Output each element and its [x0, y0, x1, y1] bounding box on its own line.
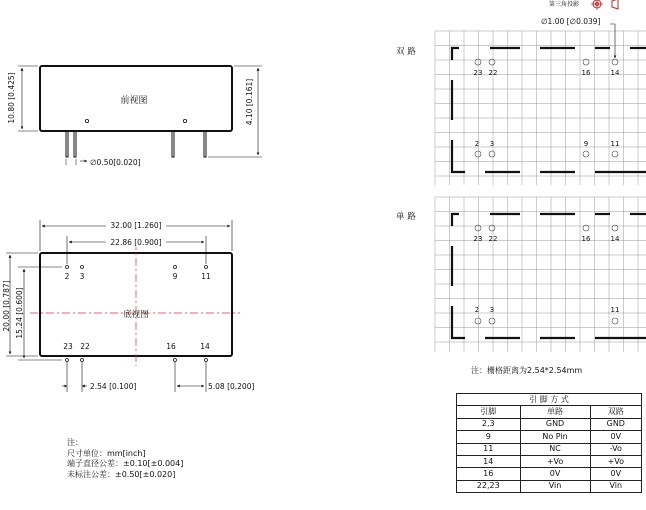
notes-line: 未标注公差：±0.50[±0.020] — [67, 469, 176, 479]
bottom-dim-row-span: 15.24 [0.600] — [15, 287, 24, 339]
table-row — [457, 455, 642, 467]
dual-cell: +Vo — [590, 455, 641, 467]
bottom-pin-label: 3 — [79, 272, 85, 281]
dual-cell: GND — [590, 418, 641, 430]
single-grid — [435, 197, 646, 352]
dual-pin-label: 3 — [489, 140, 495, 148]
table-row — [457, 431, 642, 443]
single-outline — [452, 214, 646, 338]
front-view-title: 前视图 — [120, 96, 148, 106]
bottom-dim-height: 20.00 [0.787] — [2, 280, 11, 332]
dual-pin-label: 9 — [583, 140, 589, 148]
pin-cell: 14 — [457, 455, 521, 467]
dual-pin-label: 16 — [581, 69, 591, 77]
dual-grid — [435, 31, 646, 185]
dual-pin-label: 22 — [488, 69, 498, 77]
bottom-dim-offset: 5.08 [0.200] — [208, 382, 255, 391]
bottom-pin-label: 11 — [201, 272, 211, 281]
single-layout — [396, 197, 646, 352]
bottom-pin-label: 16 — [166, 342, 176, 351]
single-pin-label: 2 — [474, 306, 480, 314]
projection-symbol — [549, 0, 618, 10]
dual-pin-label: 14 — [610, 69, 620, 77]
bottom-view — [2, 219, 254, 392]
table-row — [457, 468, 642, 480]
single-pin-label: 16 — [581, 235, 591, 243]
table-row — [457, 418, 642, 430]
front-dim-pin-length: 4.10 [0.161] — [245, 78, 254, 126]
projection-label: 第三角投影 — [548, 1, 579, 8]
single-pin-label: 3 — [489, 306, 495, 314]
bottom-pin-label: 9 — [172, 272, 178, 281]
dual-hole-dim: ∅1.00 [∅0.039] — [541, 17, 601, 26]
dual-label: 双 路 — [396, 47, 416, 57]
front-pins — [66, 131, 206, 157]
dual-layout — [396, 17, 646, 185]
bottom-view-title: 底视图 — [123, 310, 149, 320]
table-row — [457, 480, 642, 492]
front-dim-pin-diameter: ∅0.50[0.020] — [90, 158, 141, 167]
pin-cell: 16 — [457, 468, 521, 480]
pin-table-header: 单路 — [520, 406, 590, 418]
grid-note: 注：栅格距离为2.54*2.54mm — [471, 366, 583, 375]
front-dim-height: 10.80 [0.425] — [7, 72, 16, 124]
pin-table — [456, 393, 642, 493]
dual-pin-label: 2 — [474, 140, 480, 148]
dual-cell: 0V — [590, 431, 641, 443]
single-pin-label: 11 — [610, 306, 620, 314]
bottom-dim-pitch: 2.54 [0.100] — [90, 382, 137, 391]
drawing-notes — [67, 438, 183, 480]
bottom-pin-label: 22 — [80, 342, 90, 351]
bottom-dim-pin-span: 22.86 [0.900] — [110, 238, 162, 247]
single-cell: GND — [520, 418, 590, 430]
single-label: 单 路 — [396, 212, 416, 222]
dual-pin-label: 23 — [473, 69, 483, 77]
pin-cell: 11 — [457, 443, 521, 455]
single-cell: +Vo — [520, 455, 590, 467]
pin-table-header: 引脚 — [457, 406, 521, 418]
dual-pin-label: 11 — [610, 140, 620, 148]
pin-table-header: 双路 — [590, 406, 641, 418]
single-cell: NC — [520, 443, 590, 455]
single-pin-label: 14 — [610, 235, 620, 243]
dual-cell: 0V — [590, 468, 641, 480]
front-view — [7, 66, 262, 167]
notes-line: 尺寸单位：mm[inch] — [67, 448, 146, 458]
pin-cell: 2,3 — [457, 418, 521, 430]
single-cell: No Pin — [520, 431, 590, 443]
bottom-dim-width: 32.00 [1.260] — [110, 221, 162, 230]
single-pin-label: 22 — [488, 235, 498, 243]
bottom-pin-label: 2 — [64, 272, 70, 281]
single-cell: Vin — [520, 480, 590, 492]
pin-cell: 22,23 — [457, 480, 521, 492]
notes-title: 注： — [67, 438, 83, 447]
pin-cell: 9 — [457, 431, 521, 443]
single-pin-label: 23 — [473, 235, 483, 243]
table-row — [457, 443, 642, 455]
dual-cell: -Vo — [590, 443, 641, 455]
bottom-pin-label: 23 — [63, 342, 73, 351]
single-cell: 0V — [520, 468, 590, 480]
notes-line: 端子直径公差：±0.10[±0.004] — [67, 459, 184, 468]
pin-table-title: 引 脚 方 式 — [457, 394, 642, 406]
dual-cell: Vin — [590, 480, 641, 492]
bottom-pin-label: 14 — [200, 342, 210, 351]
